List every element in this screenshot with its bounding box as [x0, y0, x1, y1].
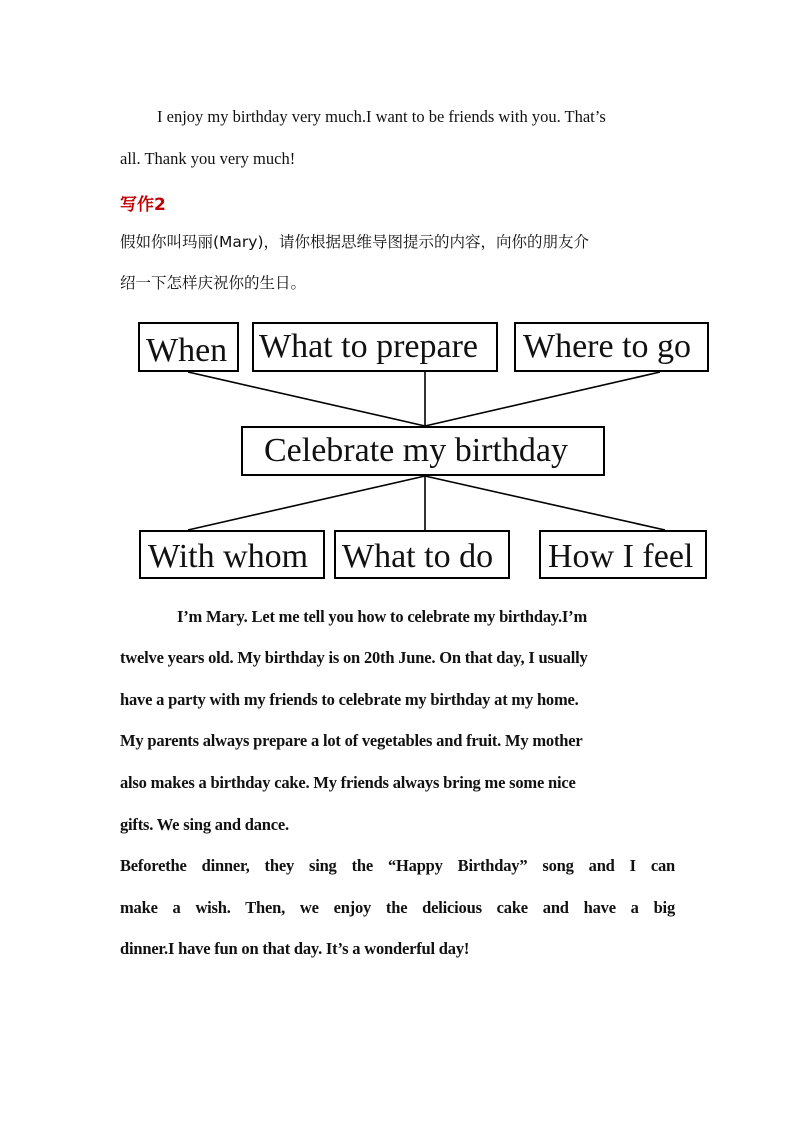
label-where-to-go: Where to go [523, 328, 692, 365]
prompt-line-2: 绍一下怎样庆祝你的生日。 [120, 274, 307, 292]
prompt-line-1: 假如你叫玛丽(Mary)，请你根据思维导图提示的内容，向你的朋友介 [120, 233, 590, 251]
essay-line-3: have a party with my friends to celebrate my birthday at my home. [120, 690, 579, 709]
mind-map-diagram [130, 314, 720, 588]
label-with-whom: With whom [148, 538, 309, 575]
connector-whom [188, 476, 425, 530]
label-when: When [146, 332, 228, 369]
connector-feel [425, 476, 665, 530]
essay-line-9: dinner.I have fun on that day. It’s a wonderful day! [120, 939, 470, 958]
intro-line-1: I enjoy my birthday very much.I want to be friends with you. That’s [157, 107, 606, 126]
essay-line-5: also makes a birthday cake. My friends always bring me some nice [120, 773, 576, 792]
essay-line-6: gifts. We sing and dance. [120, 815, 289, 834]
essay-line-4: My parents always prepare a lot of vegetables and fruit. My mother [120, 731, 583, 750]
connector-when [188, 372, 425, 426]
label-how-i-feel: How I feel [548, 538, 694, 575]
essay-line-1: I’m Mary. Let me tell you how to celebrate my birthday.I’m [177, 607, 587, 626]
essay-line-8: make a wish. Then, we enjoy the delicious cake and have a big [120, 898, 675, 917]
connector-where [425, 372, 660, 426]
section-heading: 写作2 [120, 195, 166, 215]
intro-line-2: all. Thank you very much! [120, 149, 296, 168]
label-center: Celebrate my birthday [264, 432, 569, 469]
essay-line-7: Beforethe dinner, they sing the “Happy Birthday” song and I can [120, 856, 675, 875]
label-what-to-prepare: What to prepare [259, 328, 478, 365]
essay-line-2: twelve years old. My birthday is on 20th June. On that day, I usually [120, 648, 588, 667]
label-what-to-do: What to do [342, 538, 494, 575]
